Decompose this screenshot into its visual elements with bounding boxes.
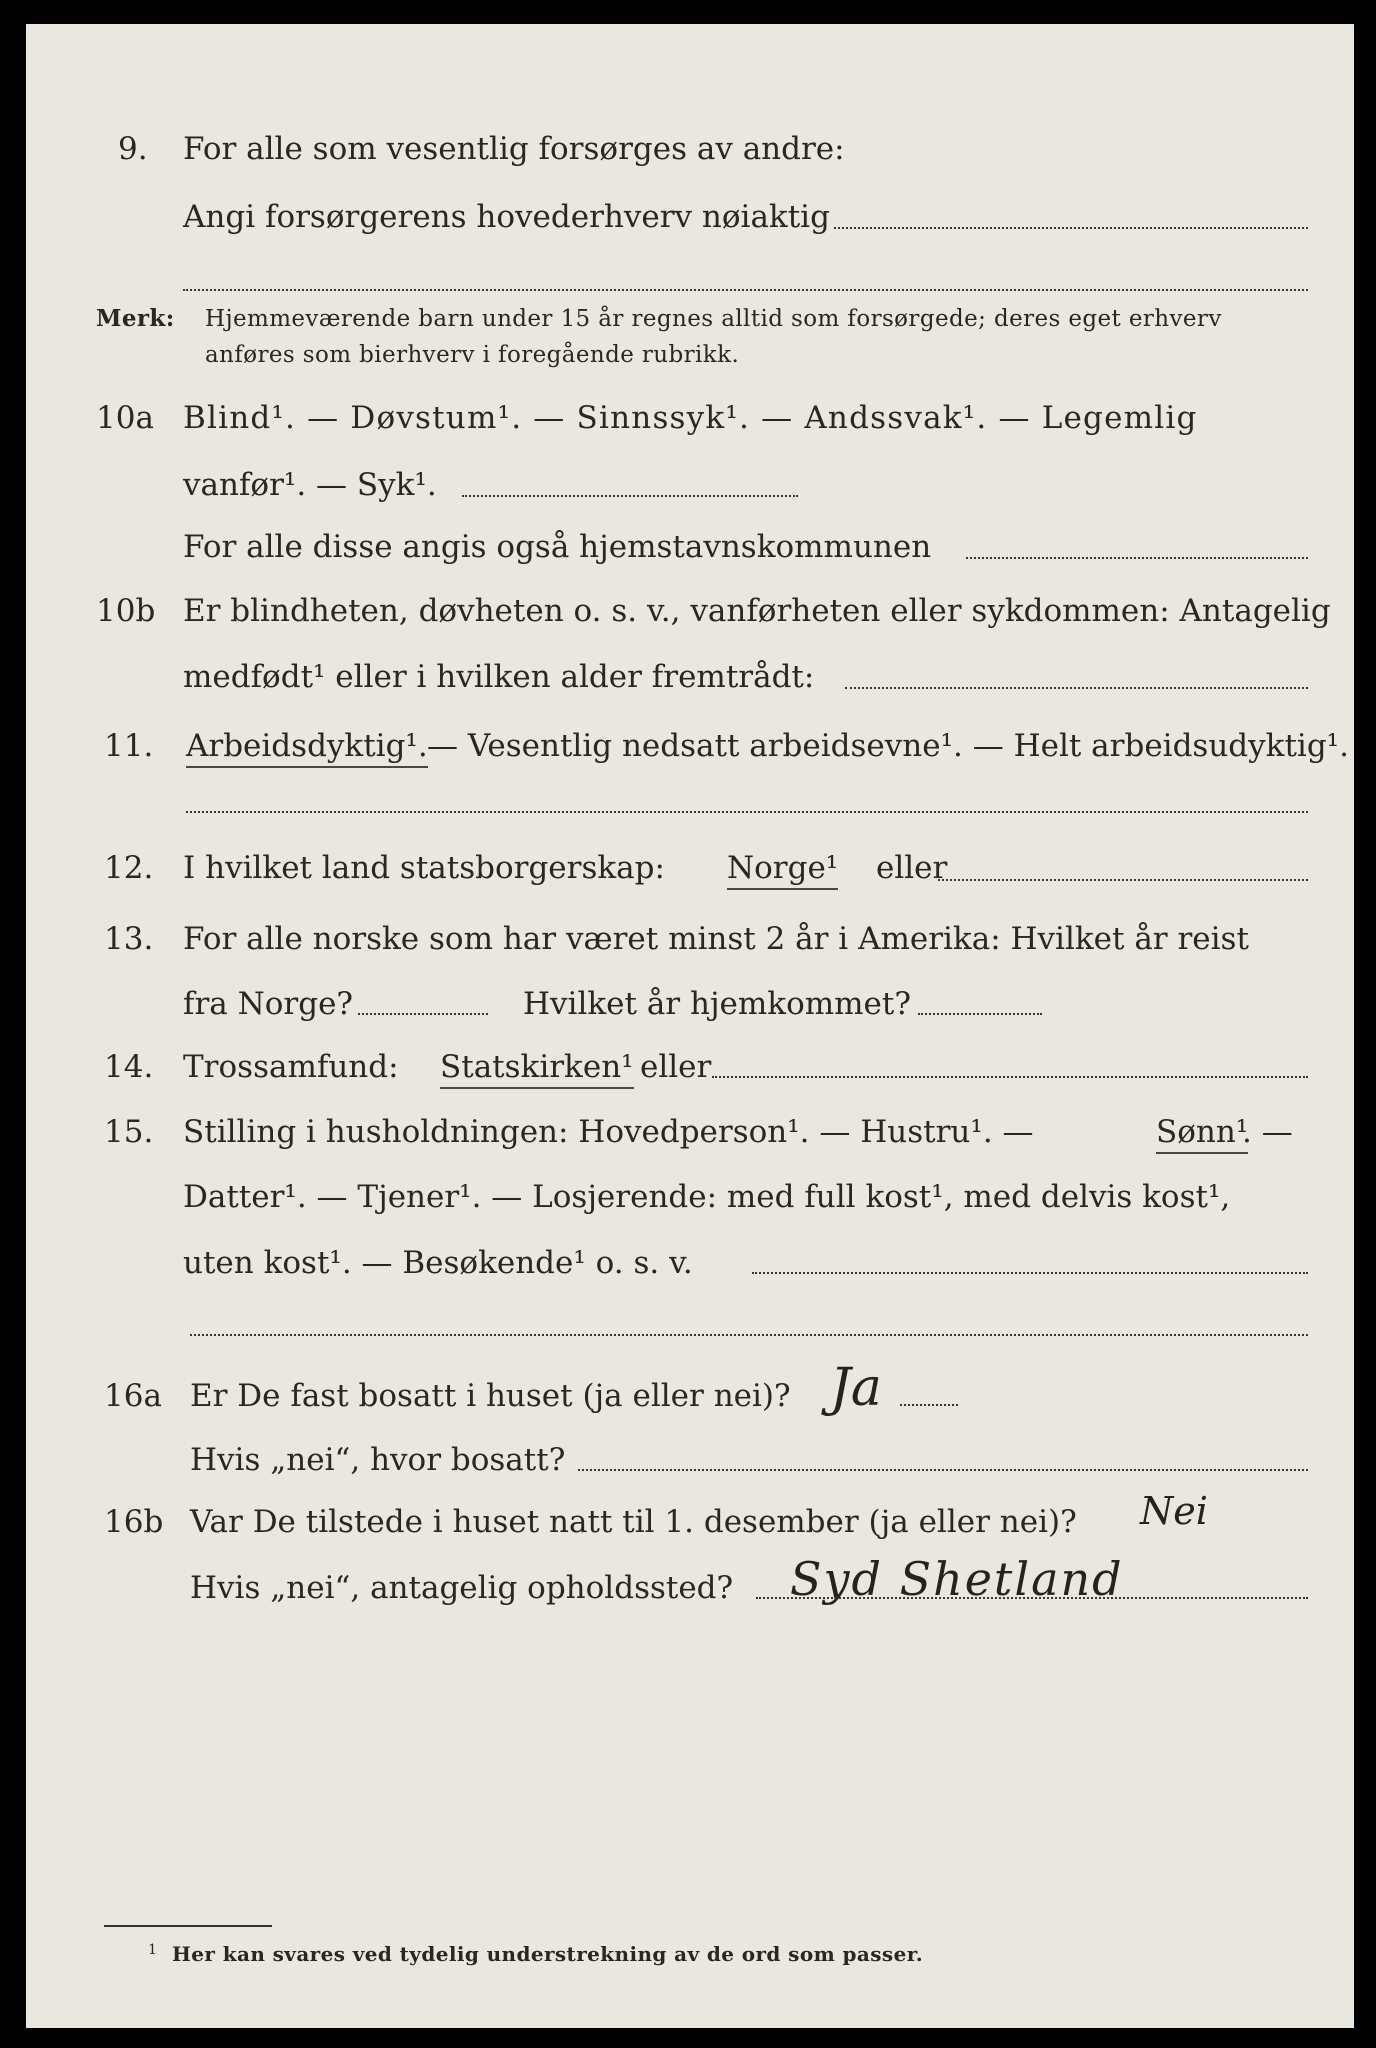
question-text: medfødt¹ eller i hvilken alder fremtrådt: <box>183 659 815 695</box>
answer-line[interactable] <box>918 1013 1042 1015</box>
question-number: 9. <box>118 131 148 167</box>
question-text: Er blindheten, døvheten o. s. v., vanførheten eller sykdommen: Antagelig <box>183 593 1331 629</box>
question-text: Er De fast bosatt i huset (ja eller nei)? <box>190 1378 791 1414</box>
question-text: I hvilket land statsborgerskap: <box>183 850 665 886</box>
question-text: Hvis „nei“, antagelig opholdssted? <box>190 1570 734 1606</box>
question-text: Trossamfund: <box>183 1049 399 1085</box>
footnote-rule <box>104 1925 272 1927</box>
note-label: Merk: <box>96 305 175 332</box>
question-number: 13. <box>104 921 154 957</box>
question-text: For alle som vesentlig forsørges av andre: <box>183 131 845 167</box>
handwritten-answer: Nei <box>1140 1489 1208 1533</box>
answer-line[interactable] <box>358 1013 488 1015</box>
question-number: 15. <box>104 1114 154 1150</box>
question-text: eller <box>640 1049 712 1085</box>
note-text: anføres som bierhverv i foregående rubrikk. <box>205 342 740 368</box>
underlined-option: Sønn¹ <box>1156 1112 1248 1154</box>
question-number: 12. <box>104 850 154 886</box>
answer-line[interactable] <box>712 1076 1308 1078</box>
question-text: Angi forsørgerens hovederhverv nøiaktig <box>183 199 830 235</box>
answer-line[interactable] <box>756 1597 1308 1599</box>
answer-line[interactable] <box>183 289 1308 291</box>
footnote-mark: 1 <box>148 1942 158 1958</box>
question-text: Datter¹. — Tjener¹. — Losjerende: med full kost¹, med delvis kost¹, <box>183 1179 1231 1215</box>
question-number: 10a <box>96 400 154 436</box>
question-text: For alle norske som har været minst 2 år i Amerika: Hvilket år reist <box>183 921 1249 957</box>
answer-line[interactable] <box>752 1272 1308 1274</box>
question-text: Blind¹. — Døvstum¹. — Sinnssyk¹. — Andssvak¹. — Legemlig <box>183 400 1198 436</box>
answer-line[interactable] <box>966 557 1308 559</box>
question-text: Stilling i husholdningen: Hovedperson¹. — Hustru¹. — <box>183 1114 1034 1150</box>
question-number: 16b <box>104 1504 164 1540</box>
answer-line[interactable] <box>186 811 1308 813</box>
question-number: 16a <box>104 1378 162 1414</box>
answer-line[interactable] <box>834 227 1308 229</box>
answer-line[interactable] <box>845 687 1308 689</box>
question-number: 10b <box>96 593 156 629</box>
question-number: 14. <box>104 1049 154 1085</box>
question-text: vanfør¹. — Syk¹. <box>183 467 437 503</box>
underlined-option: Statskirken¹ <box>440 1047 634 1089</box>
answer-line[interactable] <box>462 495 798 497</box>
answer-line[interactable] <box>190 1334 1308 1336</box>
handwritten-answer: Syd Shetland <box>790 1552 1124 1606</box>
question-text: Hvis „nei“, hvor bosatt? <box>190 1442 566 1478</box>
question-text: Hvilket år hjemkommet? <box>523 986 911 1022</box>
note-text: Hjemmeværende barn under 15 år regnes alltid som forsørgede; deres eget erhverv <box>205 306 1222 332</box>
underlined-option: Arbeidsdyktig¹. <box>186 726 428 768</box>
answer-line[interactable] <box>900 1404 958 1406</box>
question-number: 11. <box>104 728 154 764</box>
question-text: fra Norge? <box>183 986 354 1022</box>
underlined-option: Norge¹ <box>727 848 838 890</box>
handwritten-answer: Ja <box>830 1358 882 1418</box>
question-text: . — <box>1242 1114 1293 1150</box>
footnote-text: Her kan svares ved tydelig understrekning av de ord som passer. <box>172 1942 924 1966</box>
question-text: For alle disse angis også hjemstavnskommunen <box>183 529 932 565</box>
answer-line[interactable] <box>578 1469 1308 1471</box>
question-text: eller <box>876 850 948 886</box>
question-text: — Vesentlig nedsatt arbeidsevne¹. — Helt arbeidsudyktig¹. <box>427 728 1349 764</box>
question-text: uten kost¹. — Besøkende¹ o. s. v. <box>183 1245 693 1281</box>
answer-line[interactable] <box>938 879 1308 881</box>
question-text: Var De tilstede i huset natt til 1. desember (ja eller nei)? <box>190 1504 1077 1540</box>
